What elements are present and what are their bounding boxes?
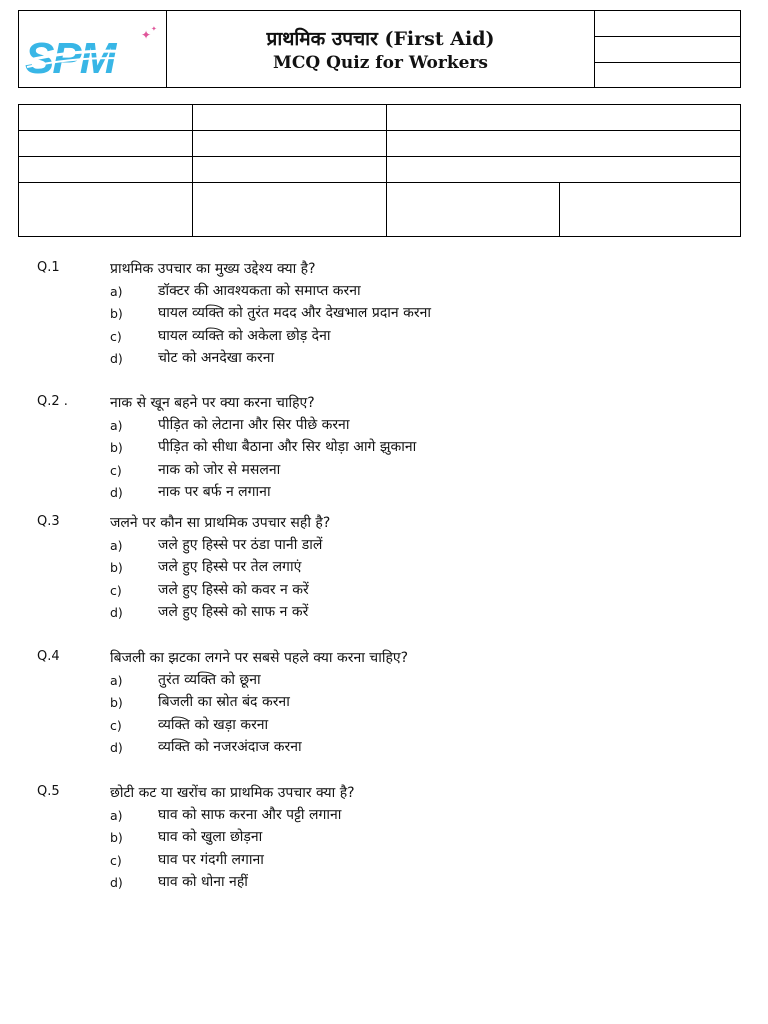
option-label: b) bbox=[110, 306, 123, 322]
question-text: बिजली का झटका लगने पर सबसे पहले क्या करना चाहिए? bbox=[110, 650, 409, 666]
option-label: a) bbox=[110, 284, 123, 299]
option-text: नाक को जोर से मसलना bbox=[158, 461, 281, 478]
grid-line bbox=[559, 182, 560, 236]
option-label: a) bbox=[110, 418, 123, 433]
meta-cell bbox=[595, 11, 740, 87]
option-label: d) bbox=[110, 604, 123, 620]
answer-option bbox=[0, 557, 768, 579]
answer-option bbox=[0, 482, 768, 504]
meta-row bbox=[595, 11, 740, 37]
answer-option bbox=[0, 872, 768, 894]
info-grid bbox=[18, 104, 741, 237]
answer-option bbox=[0, 827, 768, 849]
option-text: घायल व्यक्ति को तुरंत मदद और देखभाल प्रदान करना bbox=[158, 305, 431, 322]
question-number: Q.4 bbox=[37, 649, 60, 664]
option-label: b) bbox=[110, 830, 123, 846]
answer-option bbox=[0, 437, 768, 459]
option-text: जले हुए हिस्से पर ठंडा पानी डालें bbox=[158, 537, 323, 553]
option-label: b) bbox=[110, 560, 123, 576]
answer-option bbox=[0, 348, 768, 370]
answer-option bbox=[0, 281, 768, 303]
option-text: जले हुए हिस्से पर तेल लगाएं bbox=[158, 559, 302, 576]
answer-option bbox=[0, 303, 768, 325]
grid-line bbox=[19, 156, 740, 157]
grid-line bbox=[19, 130, 740, 131]
star-icon: ✦ bbox=[141, 28, 152, 42]
grid-line bbox=[386, 105, 387, 236]
answer-option bbox=[0, 692, 768, 714]
option-text: तुरंत व्यक्ति को छूना bbox=[158, 672, 261, 688]
option-label: a) bbox=[110, 538, 123, 553]
answer-option bbox=[0, 415, 768, 437]
option-text: नाक पर बर्फ न लगाना bbox=[158, 483, 271, 500]
option-label: c) bbox=[110, 462, 122, 478]
document-title: प्राथमिक उपचार (First Aid) bbox=[266, 28, 495, 50]
question-text: जलने पर कौन सा प्राथमिक उपचार सही है? bbox=[110, 515, 331, 531]
logo-cell bbox=[19, 11, 167, 87]
answer-option bbox=[0, 535, 768, 557]
answer-option bbox=[0, 460, 768, 482]
option-text: घाव को साफ करना और पट्टी लगाना bbox=[158, 807, 342, 823]
option-text: जले हुए हिस्से को साफ न करें bbox=[158, 603, 309, 620]
document-header bbox=[18, 10, 741, 88]
option-label: c) bbox=[110, 582, 122, 598]
meta-row bbox=[595, 63, 740, 89]
answer-option bbox=[0, 602, 768, 624]
answer-option bbox=[0, 805, 768, 827]
option-text: व्यक्ति को खड़ा करना bbox=[158, 716, 269, 733]
option-text: पीड़ित को लेटाना और सिर पीछे करना bbox=[158, 417, 350, 433]
option-text: घाव पर गंदगी लगाना bbox=[158, 851, 264, 868]
option-label: a) bbox=[110, 808, 123, 823]
option-text: डॉक्टर की आवश्यकता को समाप्त करना bbox=[158, 283, 361, 299]
answer-option bbox=[0, 850, 768, 872]
option-text: व्यक्ति को नजरअंदाज करना bbox=[158, 738, 302, 755]
option-label: b) bbox=[110, 440, 123, 456]
title-cell bbox=[167, 11, 595, 87]
answer-option bbox=[0, 326, 768, 348]
answer-option bbox=[0, 737, 768, 759]
option-text: बिजली का स्रोत बंद करना bbox=[158, 694, 290, 711]
option-text: पीड़ित को सीधा बैठाना और सिर थोड़ा आगे झुकाना bbox=[158, 439, 417, 456]
answer-option bbox=[0, 670, 768, 692]
option-label: d) bbox=[110, 739, 123, 755]
meta-row bbox=[595, 37, 740, 63]
question-number: Q.3 bbox=[37, 514, 60, 529]
option-label: c) bbox=[110, 852, 122, 868]
spm-logo bbox=[23, 25, 163, 83]
question-number: Q.1 bbox=[37, 260, 60, 275]
option-text: घाव को खुला छोड़ना bbox=[158, 829, 263, 846]
option-label: d) bbox=[110, 484, 123, 500]
question-text: छोटी कट या खरोंच का प्राथमिक उपचार क्या है? bbox=[110, 785, 355, 801]
logo-text: SPM bbox=[25, 34, 115, 83]
option-label: c) bbox=[110, 717, 122, 733]
question-number: Q.2 . bbox=[37, 394, 68, 409]
question-text: नाक से खून बहने पर क्या करना चाहिए? bbox=[110, 395, 315, 411]
option-text: घाव को धोना नहीं bbox=[158, 873, 248, 890]
option-text: चोट को अनदेखा करना bbox=[158, 349, 275, 366]
question-text: प्राथमिक उपचार का मुख्य उद्देश्य क्या है? bbox=[110, 261, 316, 277]
option-label: d) bbox=[110, 350, 123, 366]
option-label: a) bbox=[110, 673, 123, 688]
answer-option bbox=[0, 580, 768, 602]
option-text: घायल व्यक्ति को अकेला छोड़ देना bbox=[158, 327, 331, 344]
grid-line bbox=[19, 182, 740, 183]
star-icon: ✦ bbox=[151, 25, 157, 33]
option-label: c) bbox=[110, 328, 122, 344]
option-label: b) bbox=[110, 695, 123, 711]
answer-option bbox=[0, 715, 768, 737]
question-number: Q.5 bbox=[37, 784, 60, 799]
option-label: d) bbox=[110, 874, 123, 890]
option-text: जले हुए हिस्से को कवर न करें bbox=[158, 581, 309, 598]
document-subtitle: MCQ Quiz for Workers bbox=[273, 53, 488, 73]
grid-line bbox=[192, 105, 193, 236]
